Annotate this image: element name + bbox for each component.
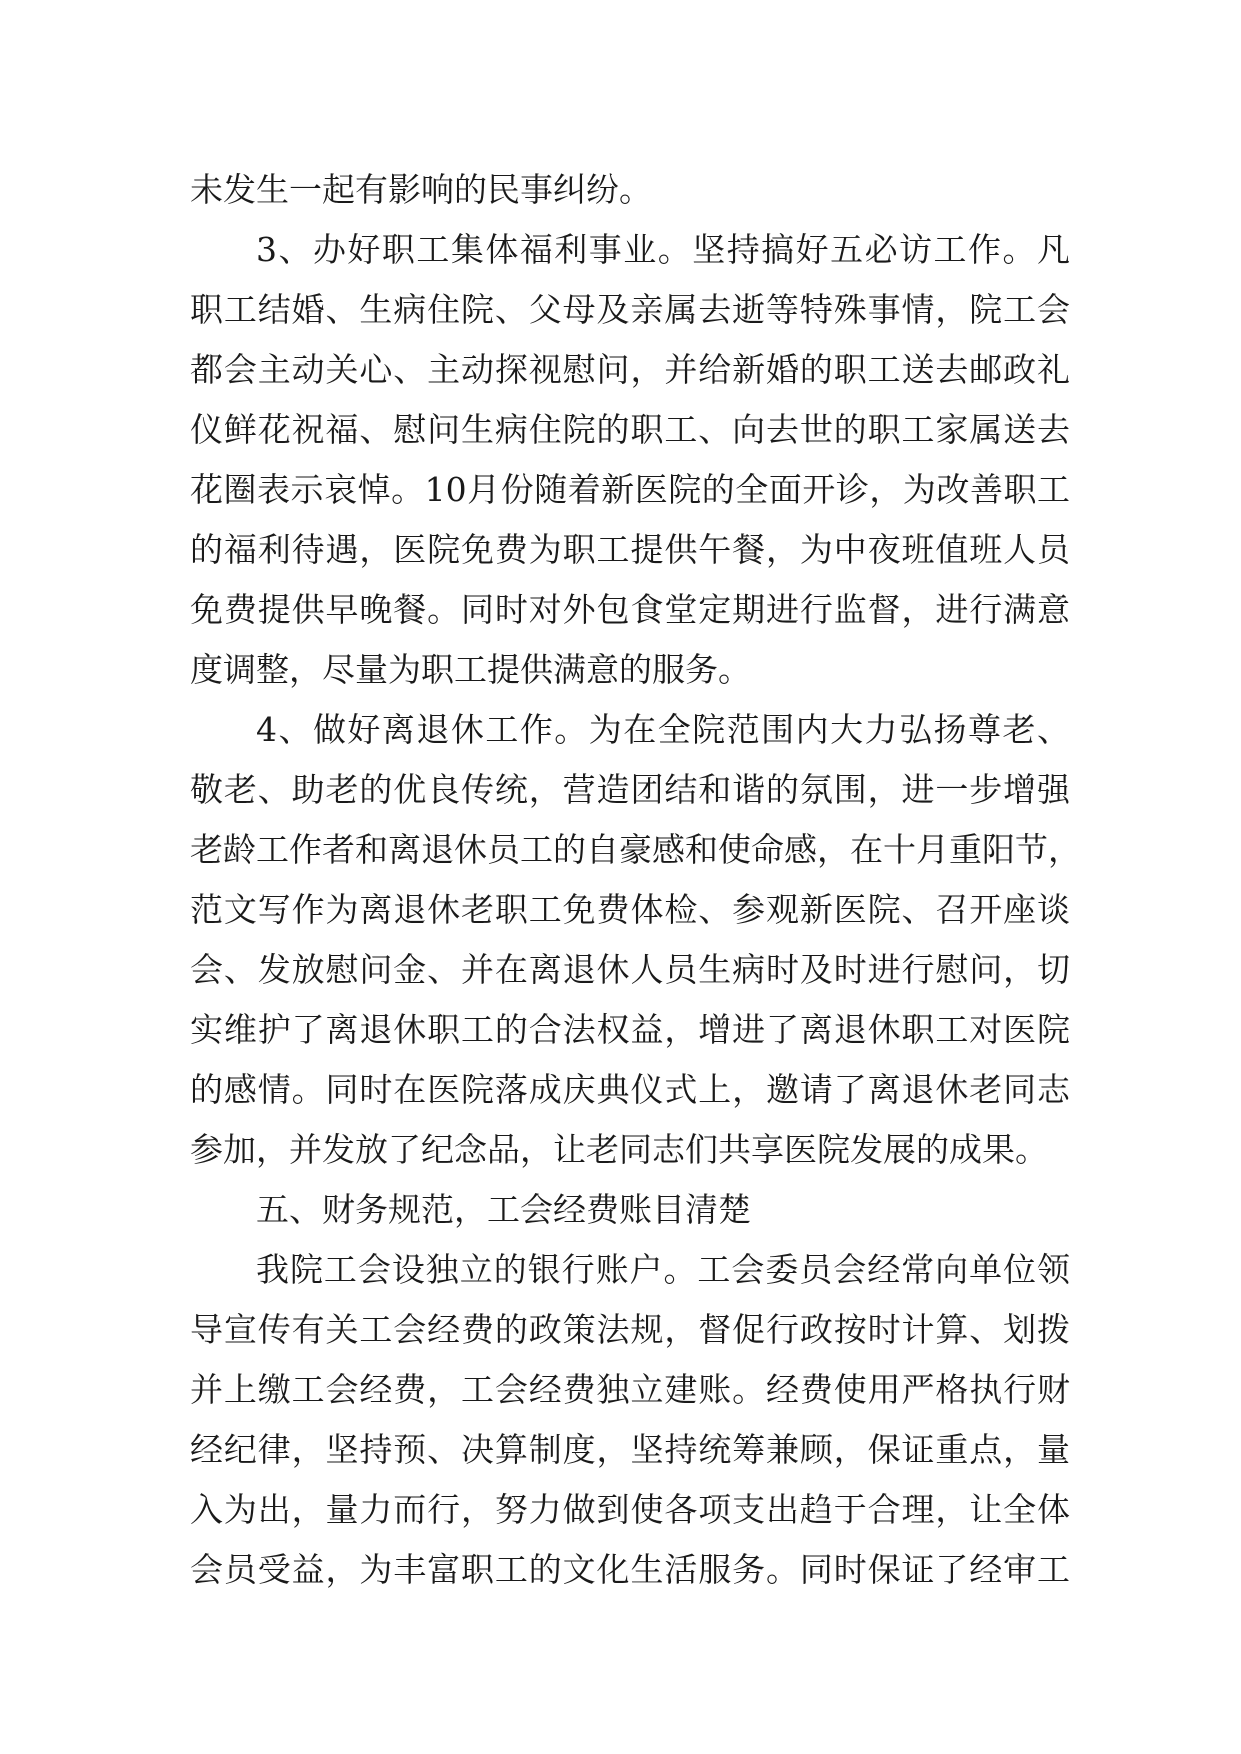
- paragraph-line: 导宣传有关工会经费的政策法规，督促行政按时计算、划拨: [190, 1310, 1070, 1349]
- document-body: [190, 160, 1081, 1600]
- paragraph-line: 3、办好职工集体福利事业。坚持搞好五必访工作。凡: [256, 230, 1070, 269]
- paragraph-line: 花圈表示哀悼。10月份随着新医院的全面开诊，为改善职工: [190, 470, 1070, 509]
- paragraph-line: 4、做好离退休工作。为在全院范围内大力弘扬尊老、: [256, 710, 1070, 749]
- paragraph-line: 仪鲜花祝福、慰问生病住院的职工、向去世的职工家属送去: [190, 410, 1070, 449]
- paragraph-line: 敬老、助老的优良传统，营造团结和谐的氛围，进一步增强: [190, 770, 1070, 809]
- paragraph-line: 入为出，量力而行，努力做到使各项支出趋于合理，让全体: [190, 1490, 1070, 1529]
- paragraph-line: 实维护了离退休职工的合法权益，增进了离退休职工对医院: [190, 1010, 1070, 1049]
- paragraph-line: 范文写作为离退休老职工免费体检、参观新医院、召开座谈: [190, 890, 1070, 929]
- paragraph-line: 职工结婚、生病住院、父母及亲属去逝等特殊事情，院工会: [190, 290, 1070, 329]
- paragraph-line: 的福利待遇，医院免费为职工提供午餐，为中夜班值班人员: [190, 530, 1070, 569]
- paragraph-line: 度调整，尽量为职工提供满意的服务。: [190, 650, 751, 689]
- paragraph-line: 经纪律，坚持预、决算制度，坚持统筹兼顾，保证重点，量: [190, 1430, 1070, 1469]
- paragraph-line: 免费提供早晚餐。同时对外包食堂定期进行监督，进行满意: [190, 590, 1070, 629]
- paragraph-line: 未发生一起有影响的民事纠纷。: [190, 170, 652, 209]
- paragraph-line: 会员受益，为丰富职工的文化生活服务。同时保证了经审工: [190, 1550, 1070, 1589]
- paragraph-line: 会、发放慰问金、并在离退休人员生病时及时进行慰问，切: [190, 950, 1070, 989]
- paragraph-line: 参加，并发放了纪念品，让老同志们共享医院发展的成果。: [190, 1130, 1048, 1169]
- paragraph-line: 并上缴工会经费，工会经费独立建账。经费使用严格执行财: [190, 1370, 1070, 1409]
- paragraph-line: 都会主动关心、主动探视慰问，并给新婚的职工送去邮政礼: [190, 350, 1070, 389]
- paragraph-line: 的感情。同时在医院落成庆典仪式上，邀请了离退休老同志: [190, 1070, 1070, 1109]
- paragraph-line: 老龄工作者和离退休员工的自豪感和使命感，在十月重阳节，: [190, 830, 1081, 869]
- section-heading: 五、财务规范，工会经费账目清楚: [256, 1190, 751, 1229]
- paragraph-line: 我院工会设独立的银行账户。工会委员会经常向单位领: [256, 1250, 1070, 1289]
